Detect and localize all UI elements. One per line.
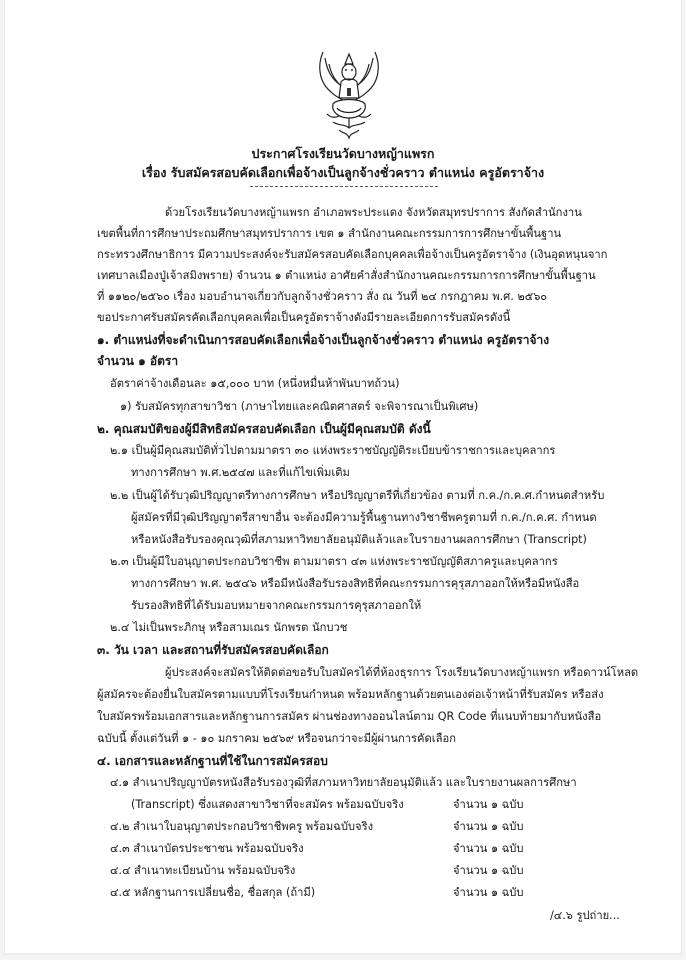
section-3-line: ผู้ประสงค์จะสมัครให้ติดต่อขอรับใบสมัครได้ที่ห้องธุรการ โรงเรียนวัดบางหญ้าแพรก หรือดาวน์โหลด xyxy=(165,666,639,679)
document-item-qty: จำนวน ๑ ฉบับ xyxy=(453,820,524,833)
document-item-text: ๔.๒ สำเนาใบอนุญาตประกอบวิชาชีพครู พร้อมฉบับจริง xyxy=(110,820,374,833)
intro-line-5: ที่ ๑๑๒๐/๒๕๖๐ เรื่อง มอบอำนาจเกี่ยวกับลูกจ้างชั่วคราว สั่ง ณ วันที่ ๒๔ กรกฎาคม พ.ศ. ๒๕๖๐ xyxy=(97,290,548,303)
document-item-qty: จำนวน ๑ ฉบับ xyxy=(453,864,524,877)
section-4-item-1: ๔.๑ สำเนาปริญญาบัตรหนังสือรับรองวุฒิที่สภามหาวิทยาลัยอนุมัติแล้ว และใบรายงานผลการศึกษา xyxy=(110,776,577,789)
section-2-line: ๒.๓ เป็นผู้มีใบอนุญาตประกอบวิชาชีพ ตามมาตรา ๔๓ แห่งพระราชบัญญัติสภาครูและบุคลากร xyxy=(110,555,558,568)
intro-line-2: เขตพื้นที่การศึกษาประถมศึกษาสมุทรปราการ เขต ๑ สำนักงานคณะกรรมการการศึกษาขั้นพื้นฐาน xyxy=(97,227,562,240)
salary-line: อัตราค่าจ้างเดือนละ ๑๕,๐๐๐ บาท (หนึ่งหมื่นห้าพันบาทถ้วน) xyxy=(110,377,400,390)
document-item-text: ๔.๕ หลักฐานการเปลี่ยนชื่อ, ชื่อสกุล (ถ้ามี) xyxy=(110,886,316,899)
document-item-qty: จำนวน ๑ ฉบับ xyxy=(453,798,524,811)
intro-line-4: เทศบาลเมืองปู่เจ้าสมิงพราย) จำนวน ๑ ตำแหน่ง อาศัยคำสั่งสำนักงานคณะกรรมการการศึกษาขั้นพื้นฐาน xyxy=(97,269,596,282)
document-item-text: ๔.๓ สำเนาบัตรประชาชน พร้อมฉบับจริง xyxy=(110,842,304,855)
announcement-subject: เรื่อง รับสมัครสอบคัดเลือกเพื่อจ้างเป็นลูกจ้างชั่วคราว ตำแหน่ง ครูอัตราจ้าง xyxy=(141,165,545,180)
section-1-item-1: ๑) รับสมัครทุกสาขาวิชา (ภาษาไทยและคณิตศาสตร์ จะพิจารณาเป็นพิเศษ) xyxy=(120,400,479,413)
section-2-line: ๒.๑ เป็นผู้มีคุณสมบัติทั่วไปตามมาตรา ๓๐ แห่งพระราชบัญญัติระเบียบข้าราชการและบุคลากร xyxy=(110,444,556,457)
intro-line-3: กระทรวงศึกษาธิการ มีความประสงค์จะรับสมัครสอบคัดเลือกบุคคลเพื่อจ้างเป็นครูอัตราจ้าง (เงินอุดหนุนจาก xyxy=(97,248,608,261)
section-3-line: ผู้สมัครจะต้องยื่นใบสมัครตามแบบที่โรงเรียนกำหนด พร้อมหลักฐานด้วยตนเองต่อเจ้าหน้าที่รับสมัคร หรือส่ง xyxy=(97,688,604,701)
announcement-title: ประกาศโรงเรียนวัดบางหญ้าแพรก xyxy=(251,146,435,161)
section-1-heading-cont: จำนวน ๑ อัตรา xyxy=(97,354,179,368)
section-2-line: ๒.๔ ไม่เป็นพระภิกษุ หรือสามเณร นักพรต นักบวช xyxy=(110,621,348,634)
document-item-qty: จำนวน ๑ ฉบับ xyxy=(453,886,524,899)
garuda-emblem-icon xyxy=(315,48,383,140)
intro-line-1: ด้วยโรงเรียนวัดบางหญ้าแพรก อำเภอพระประแดง จังหวัดสมุทรปราการ สังกัดสำนักงาน xyxy=(165,206,582,219)
document-item-text: ๔.๔ สำเนาทะเบียนบ้าน พร้อมฉบับจริง xyxy=(110,864,296,877)
section-2-line: ทางการศึกษา พ.ศ. ๒๕๔๖ หรือมีหนังสือรับรองสิทธิที่คณะกรรมการคุรุสภาออกให้หรือมีหนังสือ xyxy=(131,577,580,590)
section-2-line: ทางการศึกษา พ.ศ.๒๕๔๗ และที่แก้ไขเพิ่มเติม xyxy=(131,466,350,479)
section-3-line: ใบสมัครพร้อมเอกสารและหลักฐานการสมัคร ผ่านช่องทางออนไลน์ตาม QR Code ที่แนบท้ายมากับหนังสือ xyxy=(97,710,602,723)
section-2-heading: ๒. คุณสมบัติของผู้มีสิทธิสมัครสอบคัดเลือก เป็นผู้มีคุณสมบัติ ดังนี้ xyxy=(97,422,431,436)
section-2-line: ผู้สมัครที่มีวุฒิปริญญาตรีสาขาอื่น จะต้องมีความรู้พื้นฐานทางวิชาชีพครูตามที่ ก.ค./ก.ค.ศ. กำหนด xyxy=(131,511,597,524)
document-item-qty: จำนวน ๑ ฉบับ xyxy=(453,842,524,855)
section-1-heading: ๑. ตำแหน่งที่จะดำเนินการสอบคัดเลือกเพื่อจ้างเป็นลูกจ้างชั่วคราว ตำแหน่ง ครูอัตราจ้าง xyxy=(97,333,550,347)
document-item-text: (Transcript) ซึ่งแสดงสาขาวิชาที่จะสมัคร พร้อมฉบับจริง xyxy=(131,798,404,811)
section-2-line: หรือหนังสือรับรองคุณวุฒิที่สภามหาวิทยาลัยอนุมัติแล้วและใบรายงานผลการศึกษา (Transcript) xyxy=(131,533,587,546)
section-3-heading: ๓. วัน เวลา และสถานที่รับสมัครสอบคัดเลือก xyxy=(97,643,329,657)
section-2-line: รับรองสิทธิที่ได้รับมอบหมายจากคณะกรรมการคุรุสภาออกให้ xyxy=(131,599,422,612)
section-2-line: ๒.๒ เป็นผู้ได้รับวุฒิปริญญาตรีทางการศึกษา หรือปริญญาตรีที่เกี่ยวข้อง ตามที่ ก.ค./ก.ค.ศ.กำหนดสำหรับ xyxy=(110,489,605,502)
continued-marker: /๔.๖ รูปถ่าย... xyxy=(550,909,620,922)
section-3-line: ฉบับนี้ ตั้งแต่วันที่ ๑ - ๑๐ มกราคม ๒๕๖๙ หรือจนกว่าจะมีผู้ผ่านการคัดเลือก xyxy=(97,732,456,745)
intro-line-6: ขอประกาศรับสมัครคัดเลือกบุคคลเพื่อเป็นครูอัตราจ้างดังมีรายละเอียดการรับสมัครดังนี้ xyxy=(97,311,511,324)
section-4-heading: ๔. เอกสารและหลักฐานที่ใช้ในการสมัครสอบ xyxy=(97,754,328,768)
separator-line xyxy=(250,186,438,187)
